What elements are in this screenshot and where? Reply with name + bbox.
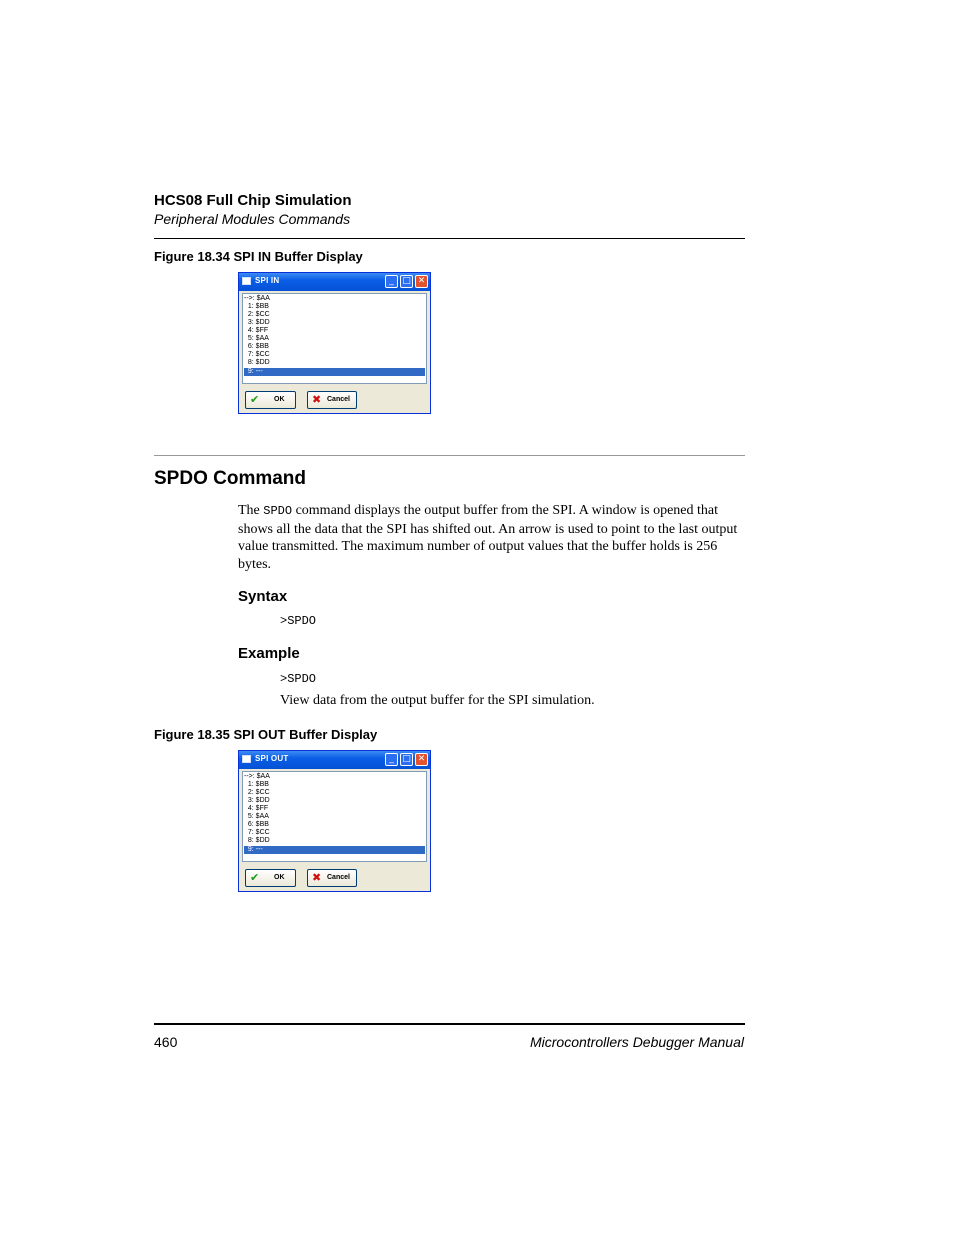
section-rule — [154, 455, 745, 456]
manual-title: Microcontrollers Debugger Manual — [530, 1034, 744, 1050]
example-heading: Example — [238, 645, 300, 662]
ok-button[interactable] — [245, 869, 296, 887]
list-item[interactable]: 2: $CC — [244, 789, 270, 796]
list-item[interactable]: 8: $DD — [244, 359, 270, 366]
inline-code: SPDO — [263, 504, 293, 518]
cancel-button-label: Cancel — [327, 396, 350, 403]
example-code: >SPDO — [280, 672, 317, 686]
window-icon — [242, 277, 251, 285]
running-header-subtitle: Peripheral Modules Commands — [154, 211, 351, 227]
list-item[interactable]: 7: $CC — [244, 829, 270, 836]
cancel-button[interactable] — [307, 869, 357, 887]
list-item[interactable]: 3: $DD — [244, 797, 270, 804]
minimize-icon[interactable]: _ — [385, 753, 398, 766]
buffer-list[interactable] — [242, 771, 427, 862]
spi-in-window — [238, 272, 431, 414]
close-icon[interactable]: ✕ — [415, 753, 428, 766]
running-header-title: HCS08 Full Chip Simulation — [154, 192, 352, 209]
minimize-icon[interactable]: _ — [385, 275, 398, 288]
checkmark-icon: ✔ — [250, 393, 260, 406]
list-item[interactable]: 8: $DD — [244, 837, 270, 844]
list-item-selected[interactable]: 9: --- — [244, 368, 425, 376]
example-description: View data from the output buffer for the SPI simulation. — [280, 693, 595, 708]
cancel-button[interactable] — [307, 391, 357, 409]
list-item[interactable]: 7: $CC — [244, 351, 270, 358]
buffer-list[interactable] — [242, 293, 427, 384]
section-heading: SPDO Command — [154, 468, 307, 489]
checkmark-icon: ✔ — [250, 871, 260, 884]
ok-button-label: OK — [274, 874, 285, 881]
spi-out-window — [238, 750, 431, 892]
x-icon: ✖ — [312, 871, 322, 884]
figure-caption-spi-out: Figure 18.35 SPI OUT Buffer Display — [154, 727, 378, 742]
syntax-heading: Syntax — [238, 588, 288, 605]
syntax-code: >SPDO — [280, 614, 317, 628]
cancel-button-label: Cancel — [327, 874, 350, 881]
paragraph-text: command displays the output buffer from the SPI. A window is opened that shows all the data that the SPI has shifted out. An arrow is used to point to the last output value transmitted. The maximum number of output values that the buffer holds is 256 bytes. — [238, 503, 738, 572]
list-item[interactable]: 4: $FF — [244, 327, 269, 334]
ok-button[interactable] — [245, 391, 296, 409]
list-item[interactable]: -->: $AA — [244, 295, 270, 302]
list-item[interactable]: 4: $FF — [244, 805, 269, 812]
description-paragraph — [238, 502, 744, 573]
list-item-selected[interactable]: 9: --- — [244, 846, 425, 854]
window-titlebar[interactable] — [239, 751, 430, 769]
list-item[interactable]: 6: $BB — [244, 343, 269, 350]
page-number: 460 — [154, 1034, 178, 1050]
header-rule — [154, 238, 745, 239]
maximize-icon[interactable]: □ — [400, 275, 413, 288]
ok-button-label: OK — [274, 396, 285, 403]
list-item[interactable]: 5: $AA — [244, 813, 269, 820]
paragraph-text: The — [238, 503, 264, 518]
figure-caption-spi-in: Figure 18.34 SPI IN Buffer Display — [154, 249, 363, 264]
list-item[interactable]: 2: $CC — [244, 311, 270, 318]
window-icon — [242, 755, 251, 763]
list-item[interactable]: 1: $BB — [244, 781, 269, 788]
footer-rule — [154, 1023, 745, 1025]
list-item[interactable]: -->: $AA — [244, 773, 270, 780]
close-icon[interactable]: ✕ — [415, 275, 428, 288]
x-icon: ✖ — [312, 393, 322, 406]
list-item[interactable]: 5: $AA — [244, 335, 269, 342]
list-item[interactable]: 1: $BB — [244, 303, 269, 310]
window-title: SPI OUT — [255, 754, 289, 763]
window-title: SPI IN — [255, 276, 280, 285]
window-titlebar[interactable] — [239, 273, 430, 291]
maximize-icon[interactable]: □ — [400, 753, 413, 766]
list-item[interactable]: 6: $BB — [244, 821, 269, 828]
list-item[interactable]: 3: $DD — [244, 319, 270, 326]
